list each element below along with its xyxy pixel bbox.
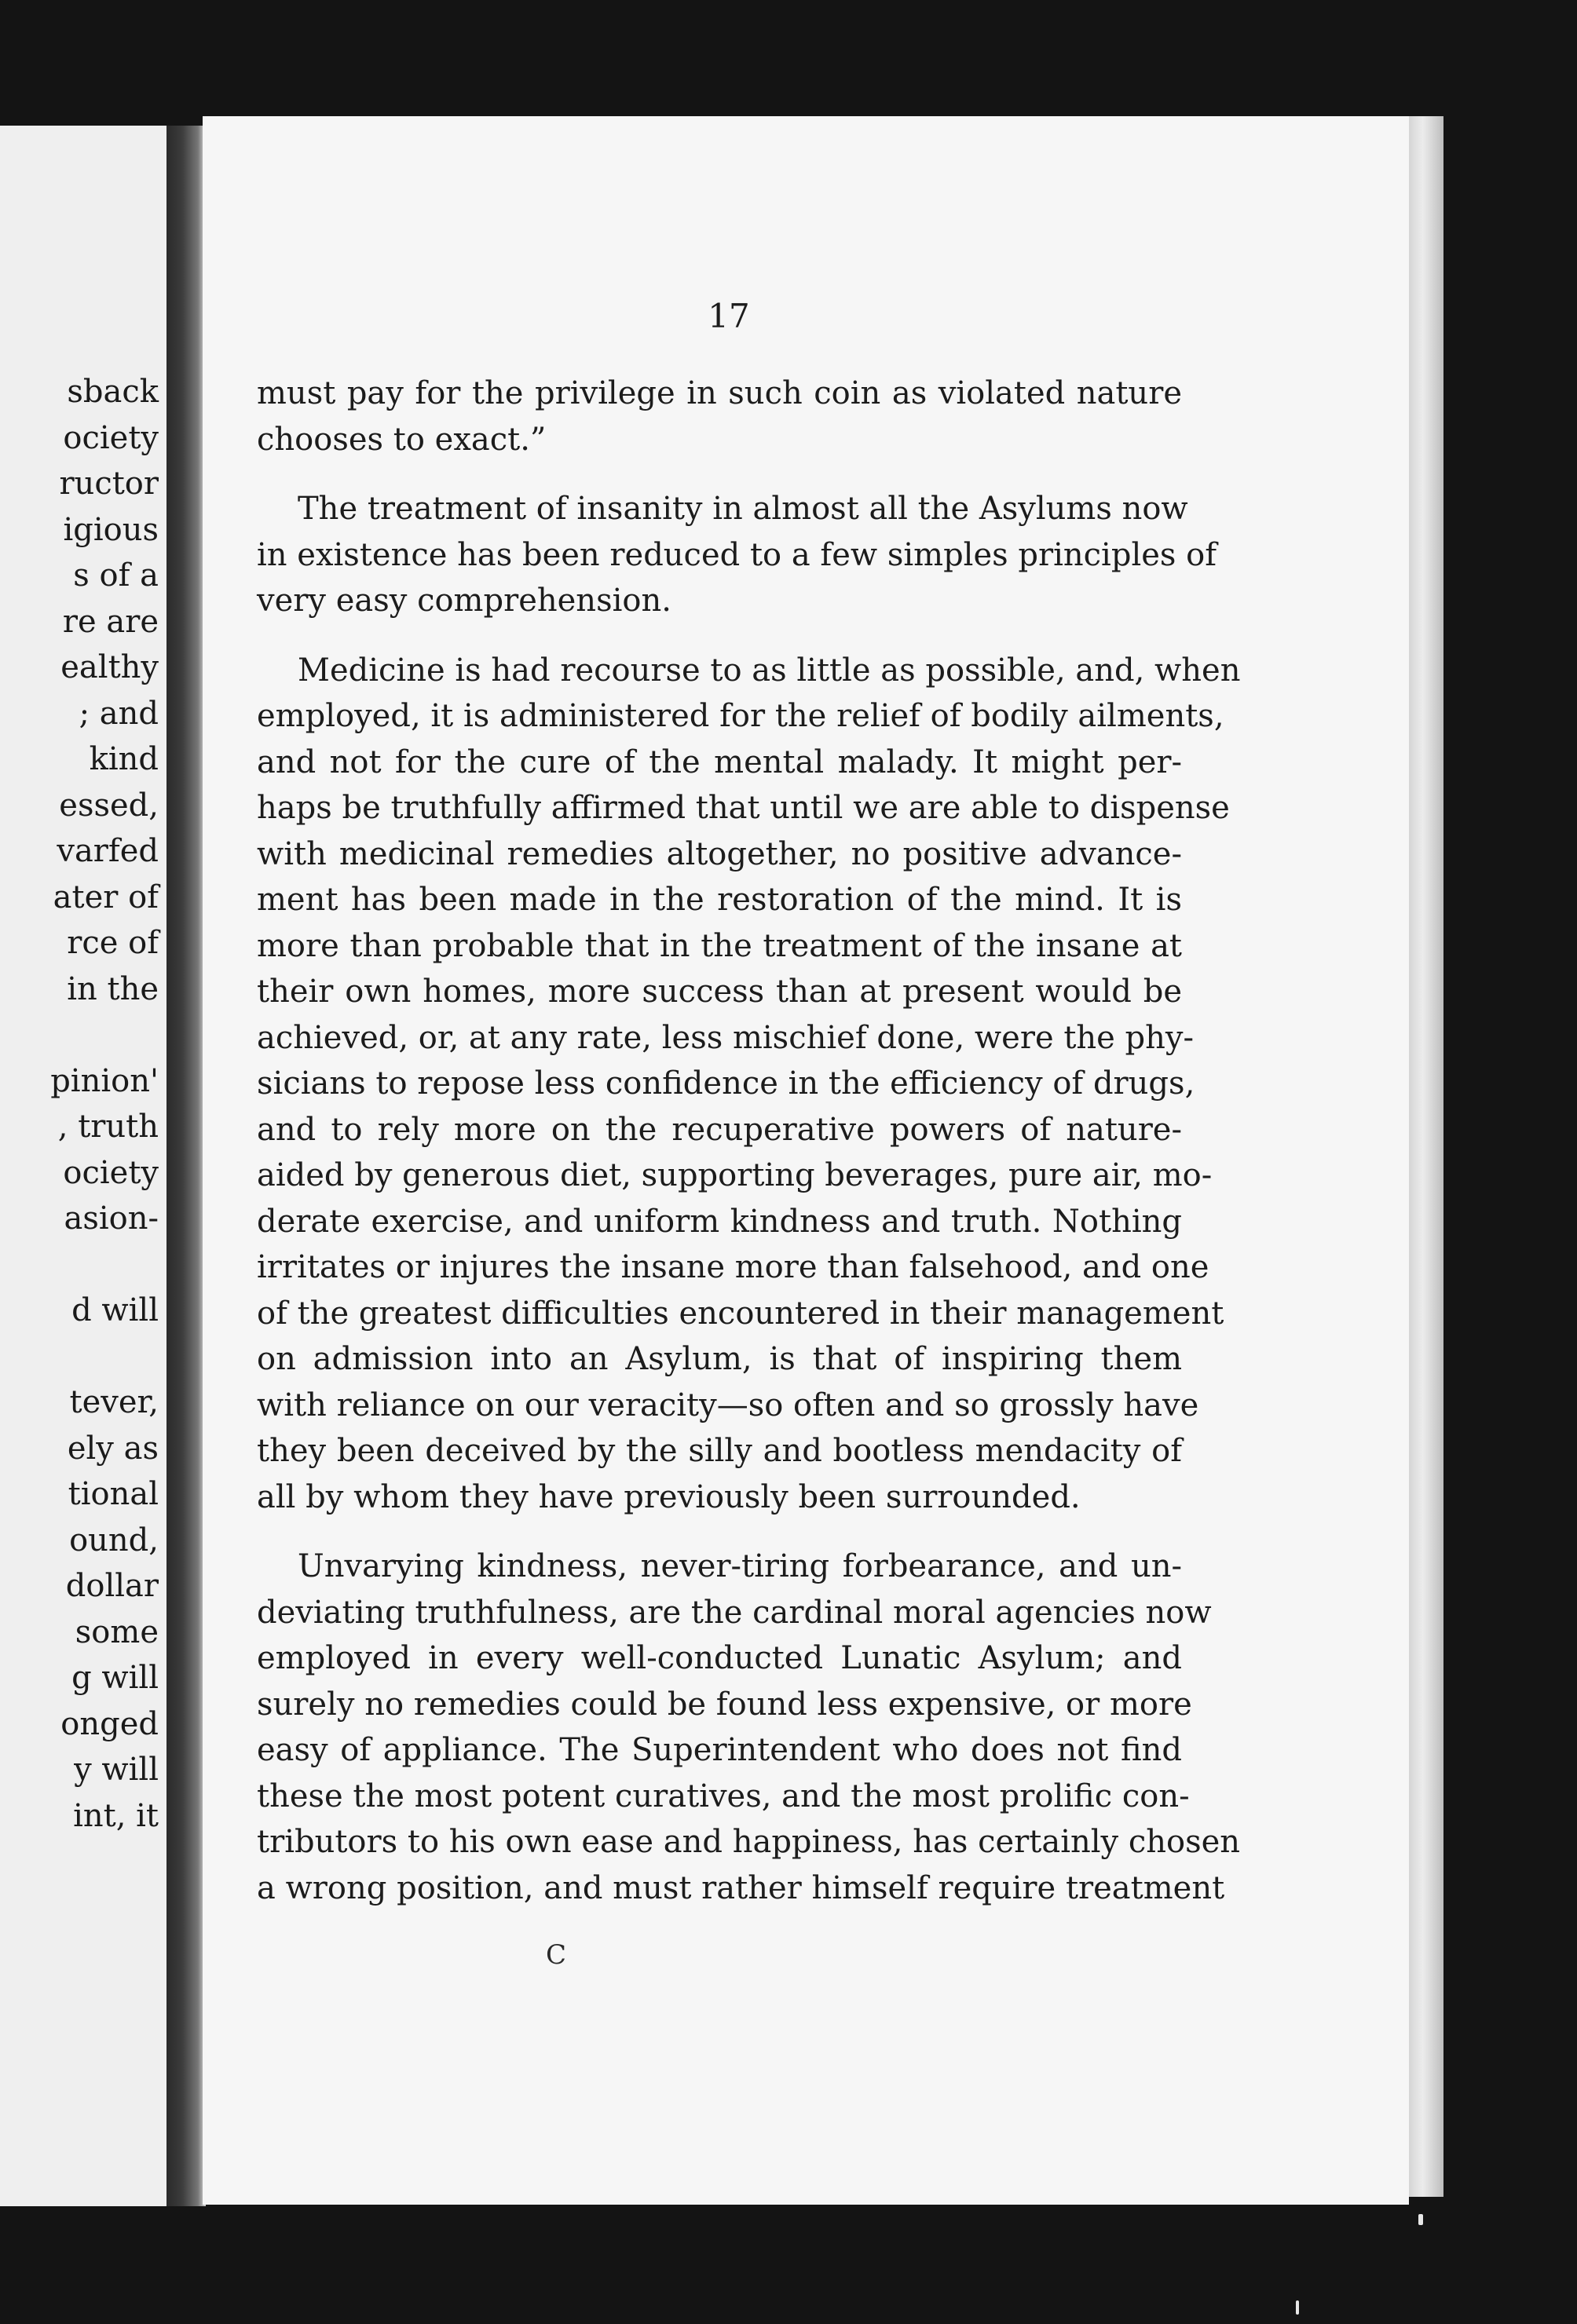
left-page-fragment: g will xyxy=(71,1660,159,1696)
left-page-fragment xyxy=(50,1334,159,1380)
left-page-edge xyxy=(0,126,170,2206)
text-line: achieved, or, at any rate, less mischief done, were the phy- xyxy=(257,1019,1195,1056)
left-page-fragment: ely as xyxy=(67,1430,159,1467)
text-line: all by whom they have previously been surrounded. xyxy=(257,1478,1081,1515)
book-gutter-shadow xyxy=(166,126,206,2206)
text-line: with medicinal remedies altogether, no positive advance- xyxy=(257,835,1182,872)
left-page-fragment: s of a xyxy=(73,557,159,594)
text-line: surely no remedies could be found less expensive, or more xyxy=(257,1686,1192,1723)
left-page-fragment: essed, xyxy=(59,787,159,824)
text-line: aided by generous diet, supporting beverages, pure air, mo- xyxy=(257,1157,1213,1193)
left-page-fragment: tever, xyxy=(69,1384,159,1420)
left-page-fragment: ociety xyxy=(63,1154,159,1191)
text-line: easy of appliance. The Superintendent who does not find xyxy=(257,1732,1182,1768)
text-line: a wrong position, and must rather himself require treatment xyxy=(257,1869,1225,1906)
text-line: very easy comprehension. xyxy=(257,583,671,619)
right-page-edge xyxy=(1409,116,1443,2197)
left-page-fragment: ater of xyxy=(53,879,159,915)
left-page-fragment xyxy=(50,1242,159,1288)
left-page-fragment: ; and xyxy=(79,695,159,732)
paragraph-gap xyxy=(257,462,1182,486)
scan-speck xyxy=(1296,2300,1299,2315)
paragraph xyxy=(257,1544,1241,1911)
text-line: Unvarying kindness, never-tiring forbearance, and un- xyxy=(298,1548,1182,1584)
text-line: with reliance on our veracity—so often and so grossly have xyxy=(257,1387,1199,1423)
text-line: on admission into an Asylum, is that of inspiring them xyxy=(257,1341,1182,1377)
left-page-fragment: d will xyxy=(71,1292,159,1328)
text-line: of the greatest difficulties encountered in their management xyxy=(257,1295,1224,1332)
text-line: derate exercise, and uniform kindness and truth. Nothing xyxy=(257,1203,1182,1240)
left-page-fragment: ociety xyxy=(63,419,159,456)
left-page-fragment: igious xyxy=(63,511,159,548)
left-page-fragment: pinion' xyxy=(50,1062,159,1099)
left-page-fragment: some xyxy=(75,1613,159,1650)
left-page-fragment: tional xyxy=(68,1476,159,1512)
left-page-fragment: dollar xyxy=(65,1568,159,1604)
left-page-fragment: asion- xyxy=(64,1200,159,1237)
text-line: Medicine is had recourse to as little as possible, and, when xyxy=(298,652,1241,689)
paragraph xyxy=(257,486,1217,624)
left-page-fragment xyxy=(50,1012,159,1058)
left-page-fragment: kind xyxy=(89,741,159,777)
text-line: and to rely more on the recuperative powers of nature- xyxy=(257,1111,1182,1148)
left-page-fragment: sback xyxy=(67,374,159,410)
left-page-fragment: onged xyxy=(60,1705,159,1742)
left-page-fragment: , truth xyxy=(57,1109,159,1145)
left-page-text-fragments xyxy=(50,369,159,1839)
text-line: haps be truthfully affirmed that until we are able to dispense xyxy=(257,790,1230,826)
signature-mark: C xyxy=(545,1939,566,1971)
paragraph xyxy=(257,648,1241,1521)
text-line: their own homes, more success than at present would be xyxy=(257,974,1182,1010)
text-line: in existence has been reduced to a few simples principles of xyxy=(257,536,1217,573)
text-line: deviating truthfulness, are the cardinal moral agencies now xyxy=(257,1594,1212,1631)
page-number: 17 xyxy=(708,297,750,335)
text-line: sicians to repose less confidence in the efficiency of drugs, xyxy=(257,1065,1195,1102)
text-line: ment has been made in the restoration of the mind. It is xyxy=(257,882,1182,918)
paragraph-gap xyxy=(257,624,1182,648)
text-line: employed in every well-conducted Lunatic Asylum; and xyxy=(257,1640,1182,1676)
left-page-fragment: re are xyxy=(62,603,159,640)
left-page-fragment: ound, xyxy=(69,1522,159,1558)
text-line: they been deceived by the silly and bootless mendacity of xyxy=(257,1433,1182,1469)
text-line: chooses to exact.” xyxy=(257,421,547,458)
text-line: and not for the cure of the mental malady. It might per- xyxy=(257,744,1182,780)
paragraph xyxy=(257,371,1182,462)
paragraph-gap xyxy=(257,1520,1182,1544)
left-page-fragment: rce of xyxy=(67,925,159,961)
text-line: must pay for the privilege in such coin as violated nature xyxy=(257,375,1182,411)
text-line: tributors to his own ease and happiness, has certainly chosen xyxy=(257,1824,1241,1860)
text-line: irritates or injures the insane more than falsehood, and one xyxy=(257,1249,1209,1285)
left-page-fragment: y will xyxy=(74,1752,159,1788)
left-page-fragment: in the xyxy=(67,970,159,1007)
text-line: employed, it is administered for the relief of bodily ailments, xyxy=(257,698,1224,734)
scan-speck xyxy=(1418,2214,1423,2225)
text-line: these the most potent curatives, and the most prolific con- xyxy=(257,1778,1190,1814)
text-line: more than probable that in the treatment of the insane at xyxy=(257,927,1182,964)
left-page-fragment: varfed xyxy=(57,833,159,869)
left-page-fragment: int, it xyxy=(73,1797,159,1834)
text-line: The treatment of insanity in almost all the Asylums now xyxy=(298,491,1188,527)
body-text xyxy=(257,371,1241,1911)
left-page-fragment: ructor xyxy=(59,466,159,502)
left-page-fragment: ealthy xyxy=(60,649,159,685)
